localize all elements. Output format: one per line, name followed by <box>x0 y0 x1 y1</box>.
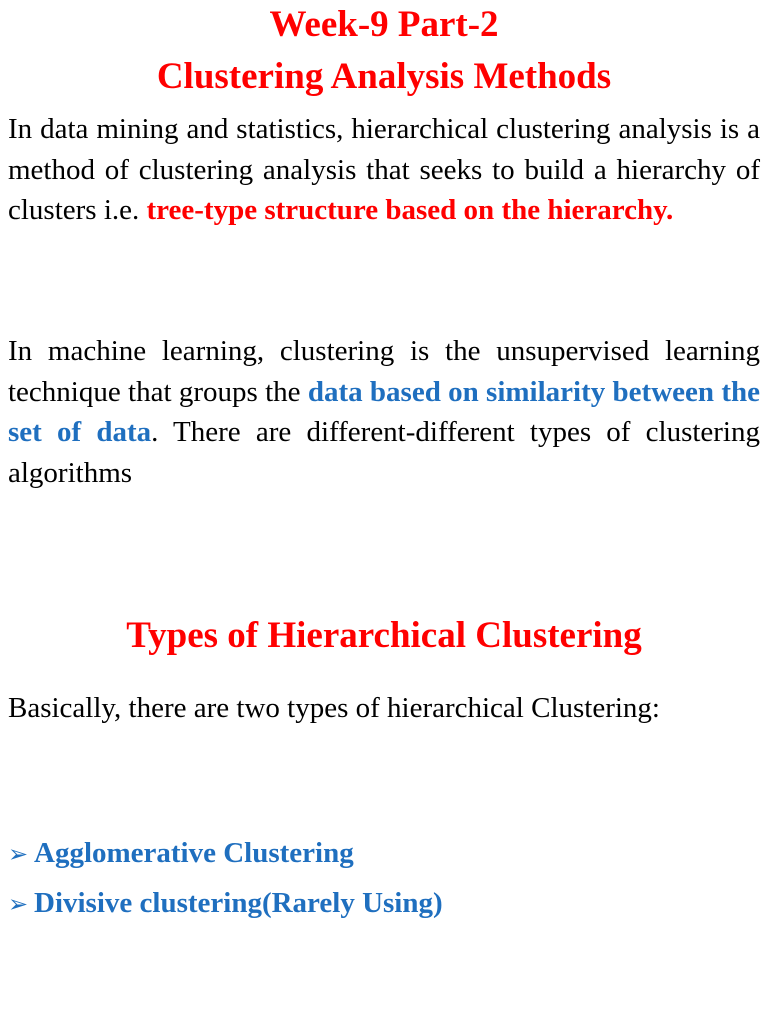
intro-paragraph <box>8 109 760 231</box>
ml-paragraph-text-after: . There are different-different types of clustering algorithms <box>8 416 760 490</box>
list-item <box>8 879 760 929</box>
intro-paragraph-text: In data mining and statistics, hierarchical clustering analysis is a method of clustering analysis that seeks to build a hierarchy of clusters i.e. <box>8 113 760 227</box>
intro-paragraph-highlight: tree-type structure based on the hierarchy. <box>146 194 674 227</box>
ml-paragraph-text-before: In machine learning, clustering is the unsupervised learning technique that groups the <box>8 335 760 408</box>
arrow-bullet-icon: ➢ <box>8 890 29 918</box>
page-title-week: Week-9 Part-2 <box>269 4 499 45</box>
types-intro-paragraph: Basically, there are two types of hierarchical Clustering: <box>8 692 660 724</box>
ml-paragraph <box>8 331 760 494</box>
section-heading: Types of Hierarchical Clustering <box>126 615 642 656</box>
list-item-label: Agglomerative Clustering <box>34 837 354 869</box>
list-item-label: Divisive clustering(Rarely Using) <box>34 887 443 919</box>
ml-paragraph-highlight: data based on similarity between the set of data <box>8 375 760 449</box>
types-list <box>8 829 760 929</box>
list-item <box>8 829 760 879</box>
page-title-topic: Clustering Analysis Methods <box>156 56 612 97</box>
arrow-bullet-icon: ➢ <box>8 840 29 868</box>
